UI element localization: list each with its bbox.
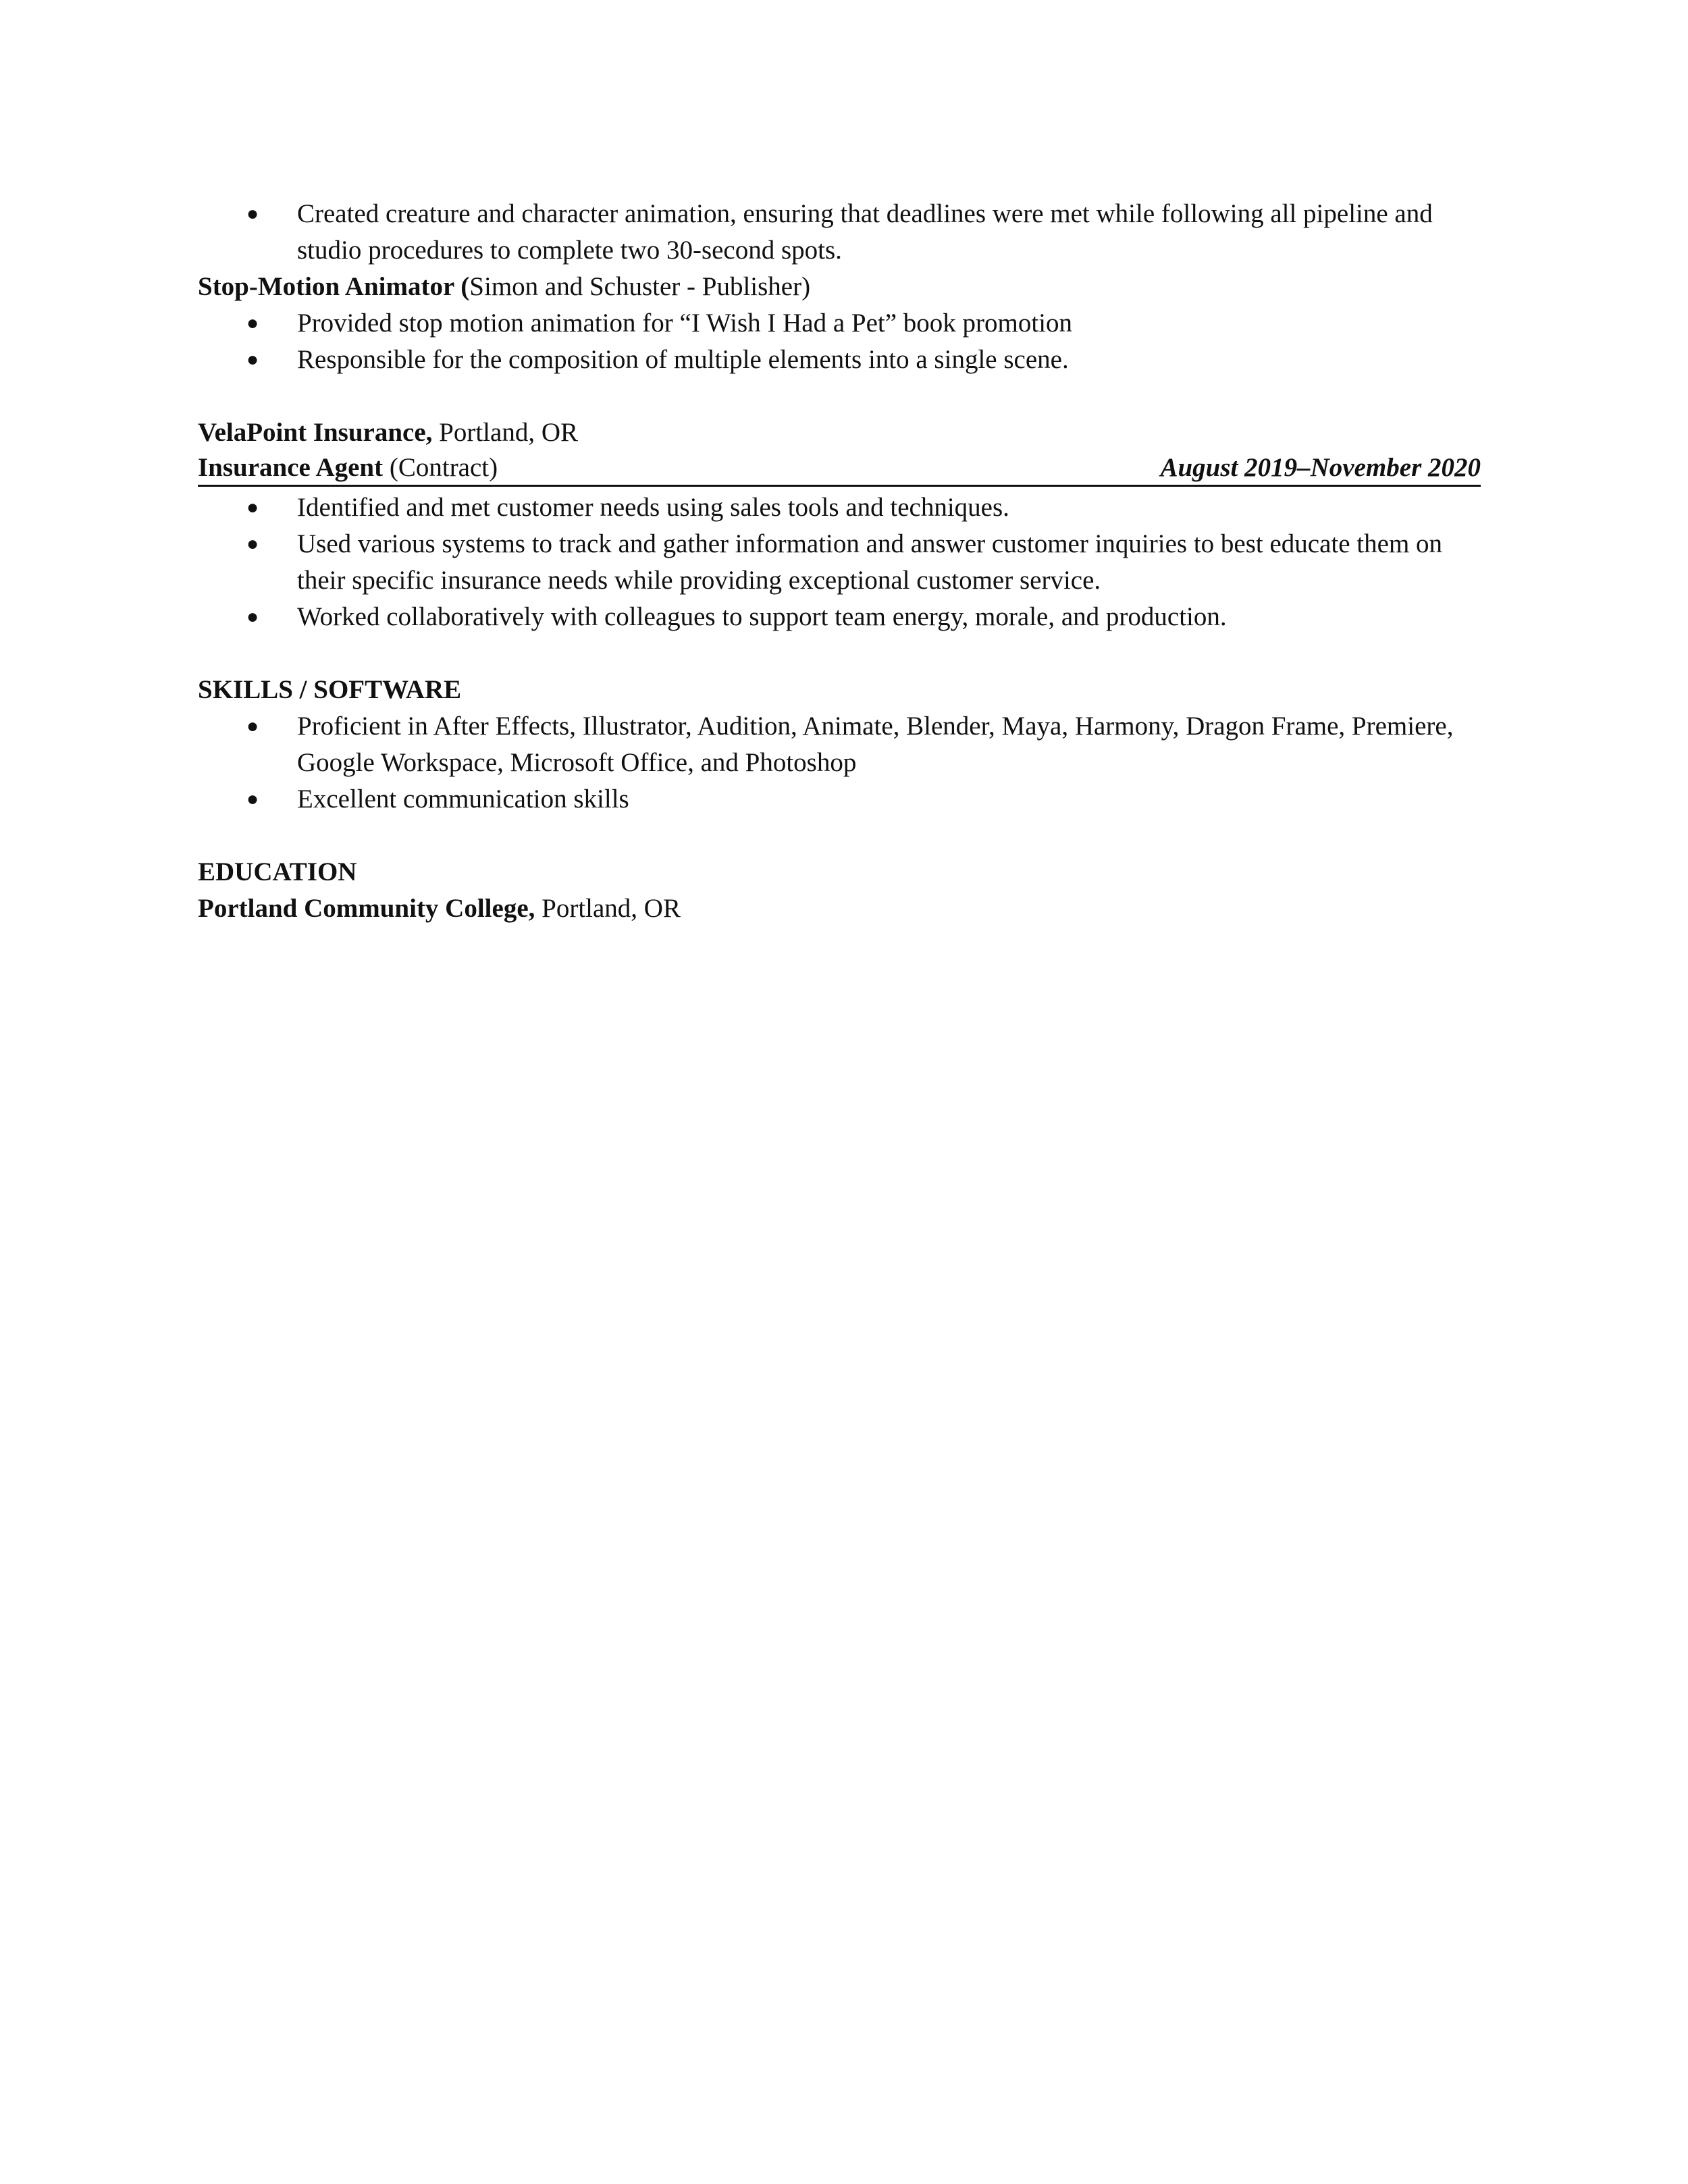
bullet-icon: ● — [246, 533, 259, 555]
stop-motion-header — [198, 269, 1481, 305]
job-title-row — [198, 451, 1481, 487]
list-item — [198, 708, 1481, 781]
skills-heading: SKILLS / SOFTWARE — [198, 675, 462, 704]
bullet-icon: ● — [246, 348, 259, 371]
bullet-icon: ● — [246, 606, 259, 628]
bullet-text: Created creature and character animation, ensuring that deadlines were met while following all pipeline and studio procedures to complete two 30-second spots. — [297, 199, 1433, 265]
school-name: Portland Community College, — [198, 894, 535, 923]
bullet-text: Identified and met customer needs using sales tools and techniques. — [297, 493, 1009, 522]
list-item — [198, 489, 1481, 526]
list-item — [198, 342, 1481, 378]
school-line — [198, 890, 1481, 927]
prev-job-bullets — [198, 196, 1481, 269]
list-item — [198, 599, 1481, 635]
company-header — [198, 415, 1481, 451]
velapoint-bullets — [198, 489, 1481, 635]
resume-page — [198, 196, 1481, 927]
bullet-icon: ● — [246, 203, 259, 225]
bullet-text: Used various systems to track and gather information and answer customer inquiries to best educate them on their specific insurance needs while providing exceptional customer service. — [297, 529, 1443, 595]
bullet-icon: ● — [246, 312, 259, 334]
job-detail: Simon and Schuster - Publisher) — [469, 272, 811, 301]
bullet-text: Excellent communication skills — [297, 784, 629, 814]
list-item — [198, 196, 1481, 269]
job-type: (Contract) — [389, 453, 498, 482]
job-title: Insurance Agent — [198, 453, 384, 482]
bullet-icon: ● — [246, 788, 259, 810]
list-item — [198, 781, 1481, 818]
company-location: Portland, OR — [439, 418, 579, 447]
bullet-text: Provided stop motion animation for “I Wish I Had a Pet” book promotion — [297, 309, 1073, 338]
education-heading: EDUCATION — [198, 857, 357, 886]
bullet-text: Responsible for the composition of multiple elements into a single scene. — [297, 345, 1069, 374]
list-item — [198, 526, 1481, 599]
bullet-text: Proficient in After Effects, Illustrator, Audition, Animate, Blender, Maya, Harmony, Dragon Frame, Premiere, Google Workspace, Microsoft Office, and Photoshop — [297, 712, 1454, 777]
job-dates: August 2019–November 2020 — [1160, 453, 1481, 482]
company-name: VelaPoint Insurance, — [198, 418, 433, 447]
stop-motion-bullets — [198, 305, 1481, 378]
bullet-text: Worked collaboratively with colleagues to support team energy, morale, and production. — [297, 602, 1227, 631]
bullet-icon: ● — [246, 715, 259, 737]
school-location: Portland, OR — [542, 894, 681, 923]
job-title: Stop-Motion Animator ( — [198, 272, 470, 301]
bullet-icon: ● — [246, 496, 259, 518]
list-item — [198, 305, 1481, 342]
skills-bullets — [198, 708, 1481, 818]
